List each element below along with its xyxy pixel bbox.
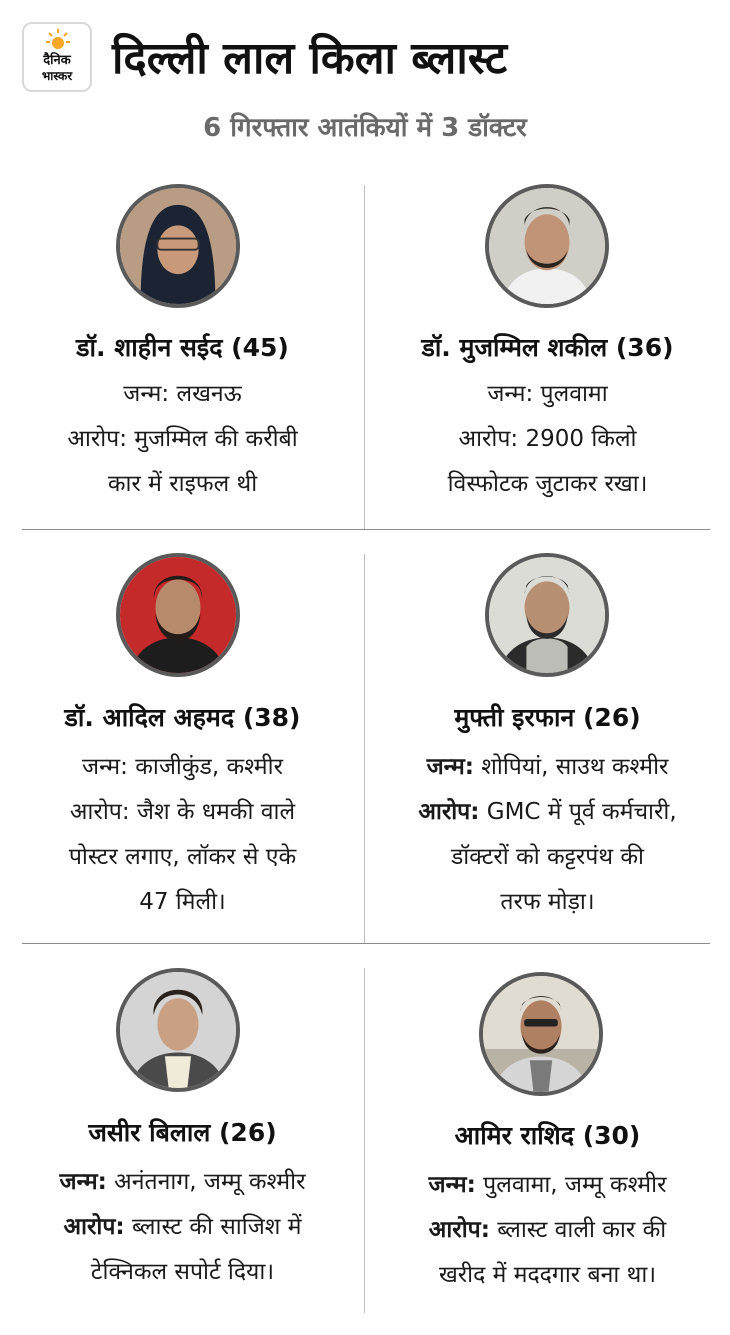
logo-text-line2: भास्कर [41, 69, 73, 83]
charge-value: जैश के धमकी वाले [136, 799, 296, 825]
born-label: जन्म: [59, 1169, 107, 1195]
charge-line: टेक्निकल सपोर्ट दिया। [90, 1259, 275, 1285]
born-value: पुलवामा [540, 381, 608, 407]
person-name: आमिर राशिद (30) [454, 1121, 641, 1150]
charge-value: GMC में पूर्व कर्मचारी, [486, 799, 677, 825]
charge-line: पोस्टर लगाए, लॉकर से एके [68, 844, 297, 870]
charge-label: आरोप: [428, 1217, 490, 1243]
avatar-photo [479, 972, 603, 1096]
person-name: मुफ्ती इरफान (26) [454, 703, 641, 732]
profile-card [375, 0, 720, 1335]
charge-line: कार में राइफल थी [107, 471, 258, 497]
charge-line: 47 मिली। [139, 889, 226, 915]
charge-line: खरीद में मददगार बना था। [438, 1262, 657, 1288]
page-title: दिल्ली लाल किला ब्लास्ट [112, 33, 508, 84]
charge-value: ब्लास्ट की साजिश में [131, 1214, 302, 1240]
born-value: लखनऊ [176, 381, 242, 407]
person-name: डॉ. शाहीन सईद (45) [76, 333, 289, 362]
born-value: काजीकुंड, कश्मीर [135, 754, 283, 780]
charge-label: आरोप: [69, 799, 130, 825]
charge-line: डॉक्टरों को कट्टरपंथ की [450, 844, 644, 870]
person-name: जसीर बिलाल (26) [88, 1118, 277, 1147]
charge-line: तरफ मोड़ा। [500, 889, 595, 915]
page-subtitle: 6 गिरफ्तार आतंकियों में 3 डॉक्टर [203, 113, 527, 143]
column-divider-2 [364, 554, 365, 943]
born-label: जन्म: [426, 754, 474, 780]
charge-label: आरोप: [418, 799, 480, 825]
charge-line: विस्फोटक जुटाकर रखा। [447, 471, 648, 497]
born-label: जन्म: [123, 381, 170, 407]
avatar-photo [116, 968, 240, 1092]
charge-label: आरोप: [63, 1214, 125, 1240]
logo-text-line1: दैनिक [43, 53, 71, 68]
profile-card [10, 0, 355, 1335]
charge-label: आरोप: [67, 426, 127, 452]
person-name: डॉ. आदिल अहमद (38) [64, 703, 301, 732]
person-details [10, 1160, 355, 1295]
born-label: जन्म: [428, 1172, 476, 1198]
born-value: पुलवामा, जम्मू कश्मीर [483, 1172, 667, 1198]
charge-value: मुजम्मिल की करीबी [134, 426, 298, 452]
person-name: डॉ. मुजम्मिल शकील (36) [421, 333, 674, 362]
born-label: जन्म: [487, 381, 534, 407]
charge-label: आरोप: [458, 426, 519, 452]
born-value: शोपियां, साउथ कश्मीर [481, 754, 669, 780]
born-label: जन्म: [82, 754, 128, 780]
charge-value: ब्लास्ट वाली कार की [497, 1217, 667, 1243]
column-divider-3 [364, 968, 365, 1313]
column-divider-1 [364, 185, 365, 529]
born-value: अनंतनाग, जम्मू कश्मीर [114, 1169, 306, 1195]
person-details [375, 1163, 720, 1298]
charge-value: 2900 किलो [525, 426, 637, 452]
